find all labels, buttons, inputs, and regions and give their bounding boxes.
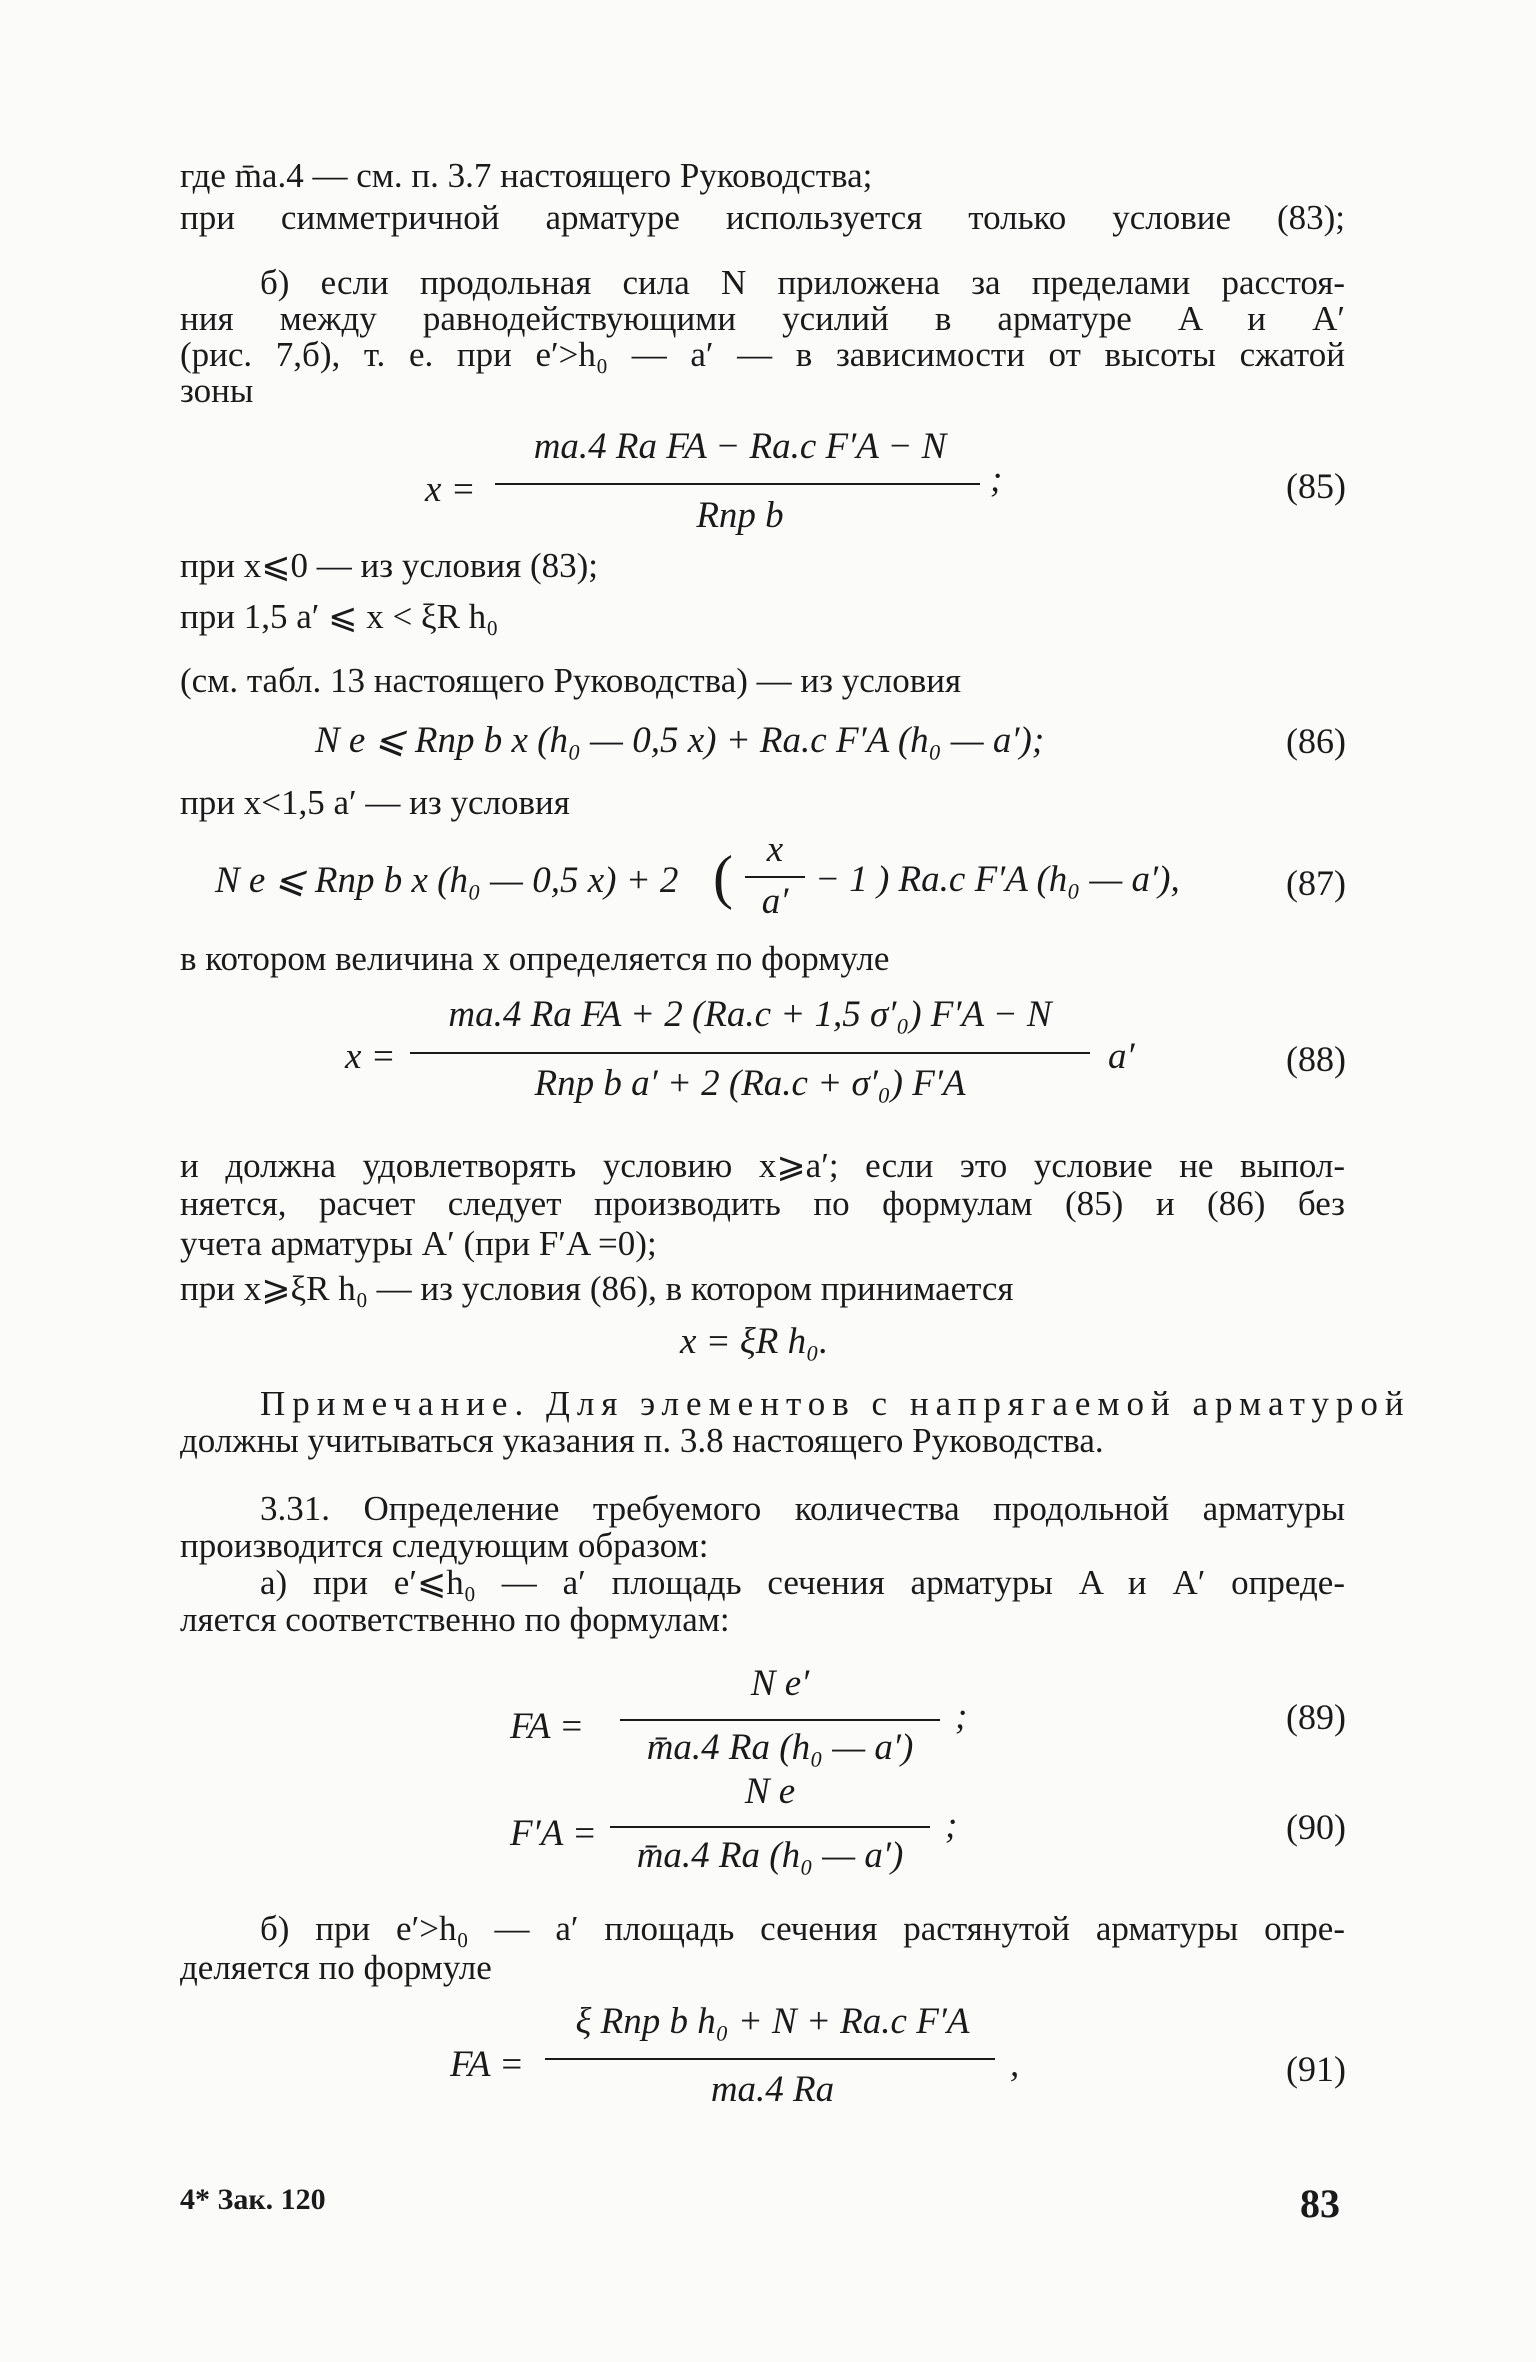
formula-denominator: m̄а.4 Rа (h₀ — a′) — [636, 1835, 904, 1876]
text-line: (рис. 7,б), т. е. при e′>h₀ — a′ — в зависимости от высоты сжатой — [180, 335, 1345, 374]
text-line: б) если продольная сила N приложена за пределами расстоя- — [260, 263, 1345, 302]
formula-tail: ; — [990, 459, 1003, 500]
formula-lhs: x = — [345, 1036, 396, 1077]
text-line: при x⩾ξR h₀ — из условия (86), в котором принимается — [180, 1269, 1014, 1308]
page-number: 83 — [1300, 2181, 1340, 2226]
fraction-bar — [620, 1719, 940, 1721]
formula-tail: a′ — [1108, 1036, 1135, 1077]
formula-denominator: mа.4 Rа — [710, 2069, 835, 2110]
formula-tail: ; — [955, 1696, 968, 1737]
text-line: при x<1,5 a′ — из условия — [180, 783, 570, 822]
text-line: зоны — [180, 371, 254, 410]
formula-numerator: N e′ — [750, 1663, 810, 1704]
equation-number: (90) — [1286, 1807, 1346, 1847]
formula-numerator: ξ Rпр b h₀ + N + Rа.с F′A — [575, 2001, 970, 2042]
fraction-bar — [495, 483, 980, 485]
formula-denominator: a′ — [761, 881, 789, 922]
text-line: в котором величина x определяется по формуле — [180, 939, 890, 978]
text-line: ния между равнодействующими усилий в арматуре A и A′ — [180, 299, 1345, 338]
section-heading: 3.31. Определение требуемого количества продольной арматуры — [260, 1489, 1345, 1528]
formula: x = ξR h₀. — [680, 1321, 829, 1362]
footer-signature: 4* Зак. 120 — [180, 2183, 326, 2216]
text-line: а) при e′⩽h₀ — a′ площадь сечения арматуры A и A′ опреде- — [260, 1563, 1345, 1602]
formula: N e ⩽ Rпр b x (h₀ — 0,5 x) + Rа.с F′A (h₀ — a′); — [315, 720, 1045, 761]
text-line: ляется соответственно по формулам: — [180, 1600, 730, 1639]
fraction-bar — [410, 1052, 1090, 1054]
text-line: (см. табл. 13 настоящего Руководства) — из условия — [180, 661, 962, 700]
formula-part: − 1 ) Rа.с F′A (h₀ — a′), — [815, 859, 1180, 900]
text-line: и должна удовлетворять условию x⩾a′; если это условие не выпол- — [180, 1146, 1345, 1185]
fraction-bar — [610, 1826, 930, 1828]
text-line: производится следующим образом: — [180, 1526, 709, 1565]
note-line: должны учитываться указания п. 3.8 настоящего Руководства. — [180, 1421, 1104, 1460]
formula-numerator: x — [766, 829, 784, 870]
note-line: Примечание. Для элементов с напрягаемой арматурой — [260, 1384, 1411, 1423]
text-line: при 1,5 a′ ⩽ x < ξR h₀ — [180, 597, 499, 636]
text-line: при x⩽0 — из условия (83); — [180, 546, 598, 585]
text-line: деляется по формуле — [180, 1948, 492, 1987]
formula-numerator: N e — [744, 1771, 796, 1812]
equation-number: (87) — [1286, 863, 1346, 903]
text-line: где m̄а.4 — см. п. 3.7 настоящего Руководства; — [180, 156, 873, 195]
formula-lhs: FA = — [450, 2044, 524, 2085]
formula-numerator: mа.4 Rа FA + 2 (Rа.с + 1,5 σ′₀) F′A − N — [448, 994, 1052, 1035]
formula-part: N e ⩽ Rпр b x (h₀ — 0,5 x) + 2 — [215, 860, 679, 901]
fraction-bar — [745, 876, 805, 878]
text-line: учета арматуры A′ (при F′A =0); — [180, 1224, 657, 1263]
formula-tail: ; — [945, 1805, 958, 1846]
paren-open: ( — [713, 844, 733, 910]
formula-lhs: x = — [425, 469, 476, 510]
equation-number: (89) — [1286, 1697, 1346, 1737]
equation-number: (85) — [1286, 466, 1346, 506]
formula-lhs: FA = — [510, 1706, 584, 1747]
formula-denominator: Rпр b — [696, 495, 784, 536]
formula-denominator: m̄а.4 Rа (h₀ — a′) — [646, 1727, 914, 1768]
formula-lhs: F′A = — [510, 1813, 597, 1854]
formula-denominator: Rпр b a′ + 2 (Rа.с + σ′₀) F′A — [534, 1063, 966, 1104]
text-line: при симметричной арматуре используется только условие (83); — [180, 198, 1345, 237]
text-line: няется, расчет следует производить по формулам (85) и (86) без — [180, 1184, 1345, 1223]
fraction-bar — [545, 2058, 995, 2060]
formula-tail: , — [1010, 2044, 1020, 2085]
text-line: б) при e′>h₀ — a′ площадь сечения растянутой арматуры опре- — [260, 1909, 1345, 1948]
equation-number: (88) — [1286, 1039, 1346, 1079]
formula-numerator: mа.4 Rа FA − Rа.с F′A − N — [533, 426, 947, 467]
equation-number: (86) — [1286, 721, 1346, 761]
equation-number: (91) — [1286, 2049, 1346, 2089]
